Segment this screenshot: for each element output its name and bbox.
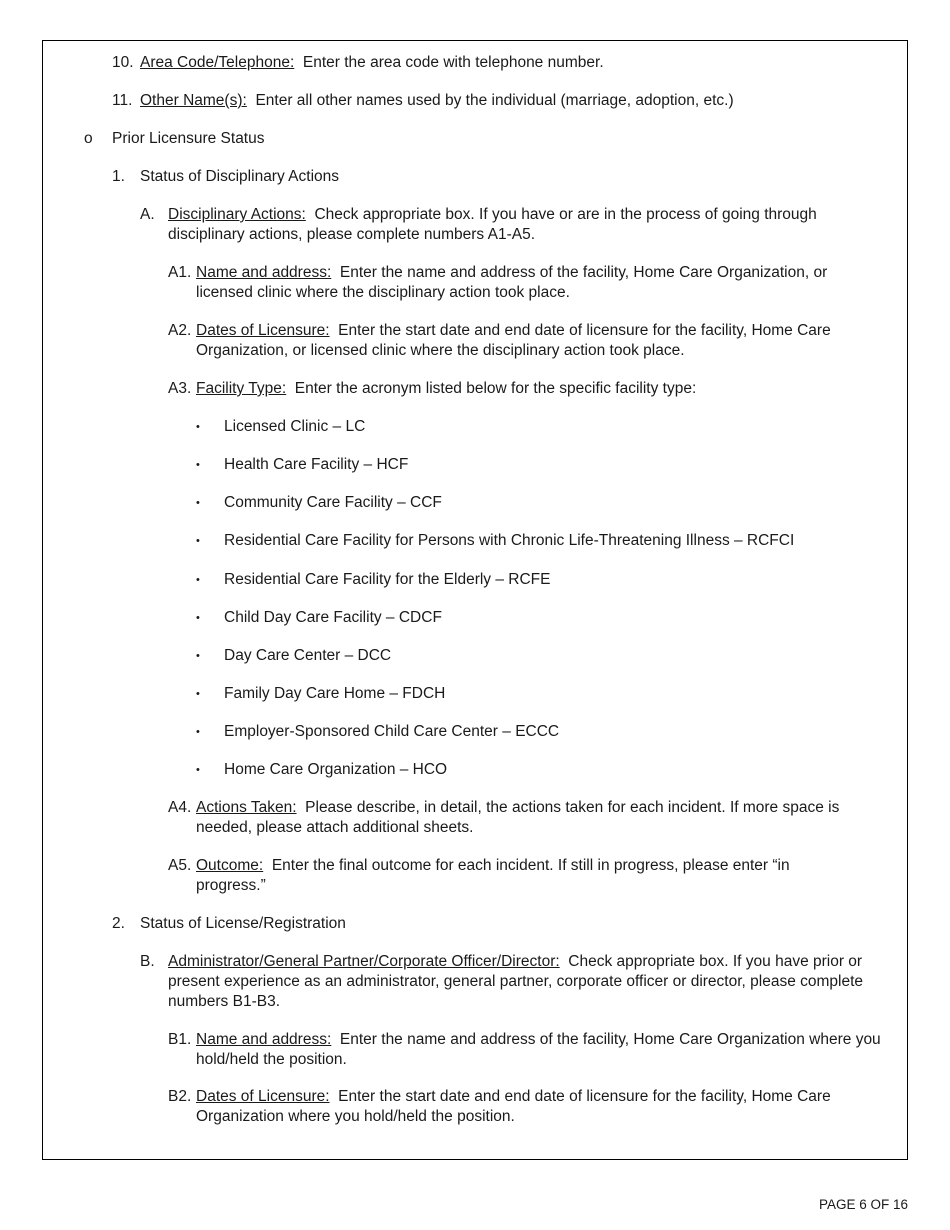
status-1-number: 1. [112,168,125,185]
item-b1-label: Name and address: [196,1031,332,1048]
item-11-label: Other Name(s): [140,92,247,109]
facility-type-item: Employer-Sponsored Child Care Center – ECCC [224,723,560,740]
item-a-text: Check appropriate box. If you have or are in the process of going through disciplinary actions, please complete numbers A1-A5. [168,206,817,243]
bullet-icon: • [196,650,200,662]
item-a1-code: A1. [168,264,192,281]
item-a3-label: Facility Type: [196,380,287,397]
item-a5 [196,856,856,896]
item-10-text: Enter the area code with telephone number. [302,54,604,71]
item-a-letter: A. [140,206,155,223]
item-10-label: Area Code/Telephone: [140,54,295,71]
facility-type-item: Health Care Facility – HCF [224,456,409,473]
facility-type-item: Community Care Facility – CCF [224,494,442,511]
item-b-text: Check appropriate box. If you have prior or present experience as an administrator, general partner, corporate officer or director, please complete numbers B1-B3. [168,953,864,1010]
item-a1-text: Enter the name and address of the facility, Home Care Organization, or licensed clinic where the disciplinary action took place. [196,264,828,301]
item-b2-text: Enter the start date and end date of licensure for the facility, Home Care Organization where you hold/held the position. [196,1088,831,1125]
item-a4-label: Actions Taken: [196,799,297,816]
section-title: Prior Licensure Status [112,130,265,147]
item-a3-code: A3. [168,380,192,397]
facility-type-item: Day Care Center – DCC [224,647,392,664]
status-1-title: Status of Disciplinary Actions [140,168,340,185]
status-2-title: Status of License/Registration [140,915,346,932]
item-a1-label: Name and address: [196,264,332,281]
facility-type-item: Family Day Care Home – FDCH [224,685,446,702]
item-b [168,952,890,1012]
item-a3-text: Enter the acronym listed below for the specific facility type: [294,380,697,397]
item-11 [140,91,734,111]
item-a3 [196,379,696,399]
item-a4-code: A4. [168,799,192,816]
bullet-icon: • [196,726,200,738]
item-a1 [196,263,888,303]
item-a2 [196,321,888,361]
bullet-icon: • [196,535,200,547]
item-a [168,205,888,245]
item-10 [140,53,604,73]
item-a5-text: Enter the final outcome for each incident. If still in progress, please enter “in progress.” [196,857,790,894]
item-a-label: Disciplinary Actions: [168,206,306,223]
item-b1-text: Enter the name and address of the facility, Home Care Organization where you hold/held the position. [196,1031,881,1068]
item-a4-text: Please describe, in detail, the actions taken for each incident. If more space is needed, please attach additional sheets. [196,799,840,836]
item-a2-code: A2. [168,322,192,339]
bullet-icon: • [196,612,200,624]
item-b2-label: Dates of Licensure: [196,1088,330,1105]
item-11-number: 11. [112,92,133,109]
bullet-icon: • [196,421,200,433]
item-b-label: Administrator/General Partner/Corporate Officer/Director: [168,953,560,970]
item-11-text: Enter all other names used by the individual (marriage, adoption, etc.) [255,92,734,109]
item-a5-label: Outcome: [196,857,264,874]
bullet-icon: • [196,459,200,471]
status-2-number: 2. [112,915,125,932]
item-10-number: 10. [112,54,134,71]
facility-type-item: Licensed Clinic – LC [224,418,366,435]
facility-type-item: Child Day Care Facility – CDCF [224,609,442,626]
bullet-icon: • [196,574,200,586]
item-a2-label: Dates of Licensure: [196,322,330,339]
facility-type-item: Home Care Organization – HCO [224,761,448,778]
item-b1-code: B1. [168,1031,192,1048]
item-b2-code: B2. [168,1088,192,1105]
item-b-letter: B. [140,953,155,970]
item-a4 [196,798,888,838]
page-number: PAGE 6 OF 16 [818,1197,908,1212]
facility-type-item: Residential Care Facility for the Elderly – RCFE [224,571,551,588]
item-a5-code: A5. [168,857,192,874]
facility-type-item: Residential Care Facility for Persons with Chronic Life-Threatening Illness – RCFCI [224,532,795,549]
item-b2 [196,1087,876,1127]
bullet-icon: • [196,688,200,700]
bullet-icon: • [196,764,200,776]
item-a2-text: Enter the start date and end date of licensure for the facility, Home Care Organization, or licensed clinic where the disciplinary action took place. [196,322,831,359]
item-b1 [196,1030,892,1070]
section-marker: o [84,130,93,147]
bullet-icon: • [196,497,200,509]
